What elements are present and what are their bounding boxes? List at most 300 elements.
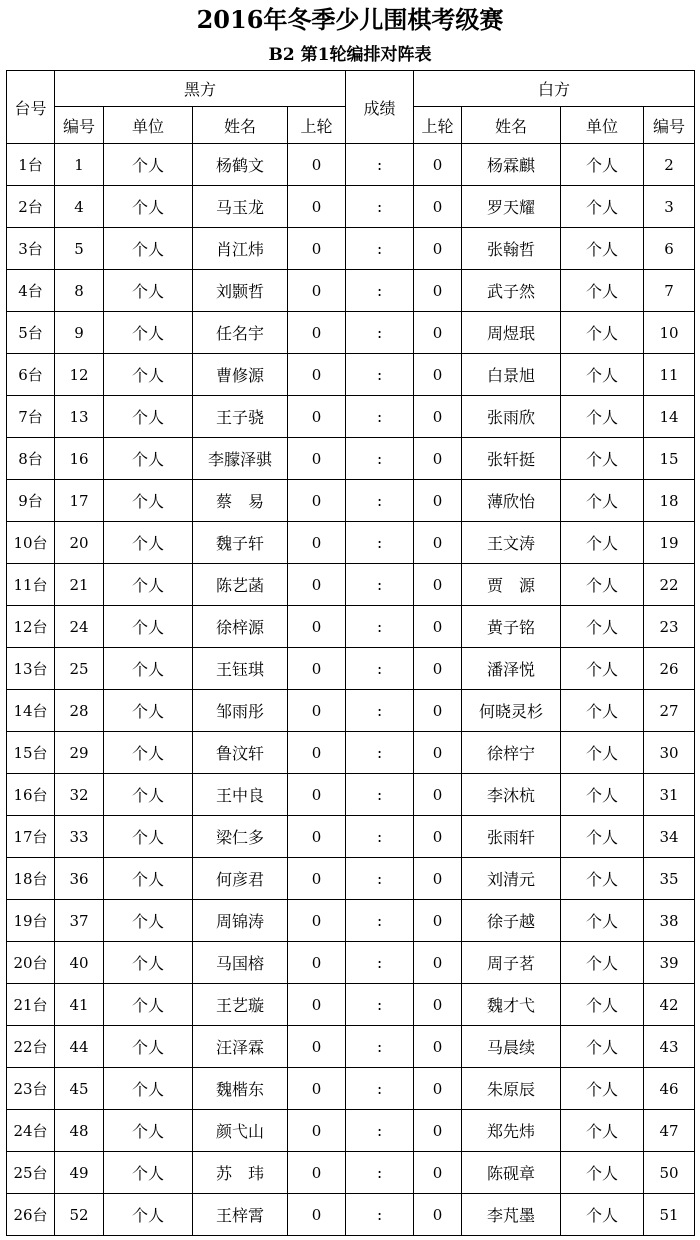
black-prev-cell: 0 xyxy=(288,690,346,732)
black-prev-cell: 0 xyxy=(288,648,346,690)
table-number-cell: 15台 xyxy=(7,732,55,774)
black-name-cell: 王钰琪 xyxy=(193,648,288,690)
table-number-cell: 5台 xyxy=(7,312,55,354)
black-name-cell: 王中良 xyxy=(193,774,288,816)
black-unit-cell: 个人 xyxy=(104,690,193,732)
black-unit-cell: 个人 xyxy=(104,1110,193,1152)
table-number-cell: 23台 xyxy=(7,1068,55,1110)
white-unit-cell: 个人 xyxy=(561,942,644,984)
table-row xyxy=(7,858,695,900)
white-name-cell: 罗天耀 xyxy=(462,186,561,228)
white-prev-cell: 0 xyxy=(414,942,462,984)
white-name-cell: 刘清元 xyxy=(462,858,561,900)
white-unit-cell: 个人 xyxy=(561,606,644,648)
score-cell: : xyxy=(346,606,414,648)
table-row xyxy=(7,186,695,228)
white-name-cell: 陈砚章 xyxy=(462,1152,561,1194)
black-prev-cell: 0 xyxy=(288,774,346,816)
table-number-cell: 7台 xyxy=(7,396,55,438)
black-prev-cell: 0 xyxy=(288,900,346,942)
score-cell: : xyxy=(346,816,414,858)
black-name-cell: 王子骁 xyxy=(193,396,288,438)
black-unit-cell: 个人 xyxy=(104,270,193,312)
white-number-cell: 30 xyxy=(644,732,695,774)
table-row xyxy=(7,522,695,564)
black-number-cell: 8 xyxy=(55,270,104,312)
score-cell: : xyxy=(346,1194,414,1236)
black-name-cell: 徐梓源 xyxy=(193,606,288,648)
table-number-cell: 9台 xyxy=(7,480,55,522)
black-number-cell: 45 xyxy=(55,1068,104,1110)
white-unit-cell: 个人 xyxy=(561,690,644,732)
white-prev-cell: 0 xyxy=(414,858,462,900)
black-unit-cell: 个人 xyxy=(104,564,193,606)
white-prev-cell: 0 xyxy=(414,1110,462,1152)
black-number-cell: 48 xyxy=(55,1110,104,1152)
white-prev-cell: 0 xyxy=(414,606,462,648)
white-name-cell: 魏才弋 xyxy=(462,984,561,1026)
black-prev-cell: 0 xyxy=(288,354,346,396)
white-number-cell: 15 xyxy=(644,438,695,480)
black-prev-cell: 0 xyxy=(288,1068,346,1110)
score-cell: : xyxy=(346,690,414,732)
pairing-table xyxy=(6,70,695,1236)
white-name-cell: 王文涛 xyxy=(462,522,561,564)
white-number-cell: 47 xyxy=(644,1110,695,1152)
white-name-cell: 张轩挺 xyxy=(462,438,561,480)
white-number-cell: 11 xyxy=(644,354,695,396)
black-number-cell: 41 xyxy=(55,984,104,1026)
black-prev-cell: 0 xyxy=(288,732,346,774)
table-number-cell: 24台 xyxy=(7,1110,55,1152)
white-name-cell: 马晨续 xyxy=(462,1026,561,1068)
white-number-cell: 51 xyxy=(644,1194,695,1236)
black-unit-cell: 个人 xyxy=(104,900,193,942)
white-prev-cell: 0 xyxy=(414,648,462,690)
white-number-cell: 23 xyxy=(644,606,695,648)
table-number-cell: 8台 xyxy=(7,438,55,480)
white-name-cell: 薄欣怡 xyxy=(462,480,561,522)
score-cell: : xyxy=(346,522,414,564)
black-unit-cell: 个人 xyxy=(104,144,193,186)
black-unit-cell: 个人 xyxy=(104,438,193,480)
white-number-cell: 19 xyxy=(644,522,695,564)
table-row xyxy=(7,312,695,354)
table-number-cell: 25台 xyxy=(7,1152,55,1194)
table-row xyxy=(7,1194,695,1236)
table-number-cell: 22台 xyxy=(7,1026,55,1068)
white-name-cell: 杨霖麒 xyxy=(462,144,561,186)
table-number-cell: 14台 xyxy=(7,690,55,732)
black-name-cell: 王艺璇 xyxy=(193,984,288,1026)
header-white-unit: 单位 xyxy=(561,107,644,144)
black-unit-cell: 个人 xyxy=(104,522,193,564)
black-name-cell: 魏楷东 xyxy=(193,1068,288,1110)
white-number-cell: 31 xyxy=(644,774,695,816)
black-name-cell: 鲁汶轩 xyxy=(193,732,288,774)
white-prev-cell: 0 xyxy=(414,228,462,270)
table-row xyxy=(7,480,695,522)
black-unit-cell: 个人 xyxy=(104,396,193,438)
white-prev-cell: 0 xyxy=(414,522,462,564)
white-number-cell: 34 xyxy=(644,816,695,858)
white-unit-cell: 个人 xyxy=(561,1068,644,1110)
score-cell: : xyxy=(346,1110,414,1152)
black-unit-cell: 个人 xyxy=(104,816,193,858)
black-name-cell: 颜弋山 xyxy=(193,1110,288,1152)
black-number-cell: 52 xyxy=(55,1194,104,1236)
white-name-cell: 黄子铭 xyxy=(462,606,561,648)
table-row xyxy=(7,900,695,942)
black-number-cell: 5 xyxy=(55,228,104,270)
white-unit-cell: 个人 xyxy=(561,984,644,1026)
table-number-cell: 26台 xyxy=(7,1194,55,1236)
black-prev-cell: 0 xyxy=(288,1026,346,1068)
black-number-cell: 28 xyxy=(55,690,104,732)
black-prev-cell: 0 xyxy=(288,564,346,606)
white-prev-cell: 0 xyxy=(414,396,462,438)
black-unit-cell: 个人 xyxy=(104,1152,193,1194)
table-number-cell: 1台 xyxy=(7,144,55,186)
black-unit-cell: 个人 xyxy=(104,1026,193,1068)
black-unit-cell: 个人 xyxy=(104,858,193,900)
white-unit-cell: 个人 xyxy=(561,816,644,858)
header-white-name: 姓名 xyxy=(462,107,561,144)
table-row xyxy=(7,984,695,1026)
white-prev-cell: 0 xyxy=(414,1026,462,1068)
table-row xyxy=(7,1152,695,1194)
white-unit-cell: 个人 xyxy=(561,186,644,228)
white-prev-cell: 0 xyxy=(414,144,462,186)
black-number-cell: 32 xyxy=(55,774,104,816)
white-number-cell: 14 xyxy=(644,396,695,438)
white-name-cell: 白景旭 xyxy=(462,354,561,396)
white-number-cell: 22 xyxy=(644,564,695,606)
table-row xyxy=(7,774,695,816)
header-black: 黑方 xyxy=(55,71,346,107)
white-number-cell: 43 xyxy=(644,1026,695,1068)
pairing-rows xyxy=(7,144,695,1236)
white-name-cell: 张雨欣 xyxy=(462,396,561,438)
table-number-cell: 20台 xyxy=(7,942,55,984)
white-number-cell: 7 xyxy=(644,270,695,312)
white-number-cell: 26 xyxy=(644,648,695,690)
white-prev-cell: 0 xyxy=(414,690,462,732)
white-name-cell: 张翰哲 xyxy=(462,228,561,270)
black-prev-cell: 0 xyxy=(288,228,346,270)
white-name-cell: 徐子越 xyxy=(462,900,561,942)
table-row xyxy=(7,648,695,690)
white-prev-cell: 0 xyxy=(414,1068,462,1110)
table-number-cell: 6台 xyxy=(7,354,55,396)
header-white: 白方 xyxy=(414,71,695,107)
black-number-cell: 25 xyxy=(55,648,104,690)
header-black-prev: 上轮 xyxy=(288,107,346,144)
table-number-cell: 11台 xyxy=(7,564,55,606)
table-row xyxy=(7,396,695,438)
black-unit-cell: 个人 xyxy=(104,186,193,228)
white-name-cell: 郑先炜 xyxy=(462,1110,561,1152)
score-cell: : xyxy=(346,228,414,270)
white-unit-cell: 个人 xyxy=(561,396,644,438)
white-name-cell: 李沐杭 xyxy=(462,774,561,816)
black-prev-cell: 0 xyxy=(288,396,346,438)
black-name-cell: 何彦君 xyxy=(193,858,288,900)
page-title: 2016年冬季少儿围棋考级赛 xyxy=(196,5,504,34)
black-number-cell: 24 xyxy=(55,606,104,648)
black-number-cell: 16 xyxy=(55,438,104,480)
black-name-cell: 梁仁多 xyxy=(193,816,288,858)
white-name-cell: 武子然 xyxy=(462,270,561,312)
table-number-cell: 2台 xyxy=(7,186,55,228)
table-number-cell: 13台 xyxy=(7,648,55,690)
score-cell: : xyxy=(346,1026,414,1068)
table-number-cell: 21台 xyxy=(7,984,55,1026)
white-unit-cell: 个人 xyxy=(561,564,644,606)
white-name-cell: 李芃墨 xyxy=(462,1194,561,1236)
score-cell: : xyxy=(346,1152,414,1194)
white-unit-cell: 个人 xyxy=(561,270,644,312)
score-cell: : xyxy=(346,480,414,522)
white-unit-cell: 个人 xyxy=(561,774,644,816)
white-prev-cell: 0 xyxy=(414,900,462,942)
black-unit-cell: 个人 xyxy=(104,228,193,270)
white-prev-cell: 0 xyxy=(414,186,462,228)
black-name-cell: 陈艺菡 xyxy=(193,564,288,606)
page-subtitle: B2 第1轮编排对阵表 xyxy=(268,45,432,65)
table-row xyxy=(7,564,695,606)
black-prev-cell: 0 xyxy=(288,1110,346,1152)
white-number-cell: 6 xyxy=(644,228,695,270)
score-cell: : xyxy=(346,942,414,984)
black-number-cell: 1 xyxy=(55,144,104,186)
table-row xyxy=(7,732,695,774)
white-unit-cell: 个人 xyxy=(561,858,644,900)
black-number-cell: 40 xyxy=(55,942,104,984)
white-unit-cell: 个人 xyxy=(561,732,644,774)
white-number-cell: 42 xyxy=(644,984,695,1026)
white-unit-cell: 个人 xyxy=(561,312,644,354)
black-name-cell: 邹雨彤 xyxy=(193,690,288,732)
white-number-cell: 46 xyxy=(644,1068,695,1110)
table-row xyxy=(7,690,695,732)
white-number-cell: 18 xyxy=(644,480,695,522)
black-name-cell: 蔡 易 xyxy=(193,480,288,522)
black-unit-cell: 个人 xyxy=(104,1068,193,1110)
header-white-number: 编号 xyxy=(644,107,695,144)
white-prev-cell: 0 xyxy=(414,732,462,774)
black-name-cell: 周锦涛 xyxy=(193,900,288,942)
white-prev-cell: 0 xyxy=(414,312,462,354)
white-prev-cell: 0 xyxy=(414,1194,462,1236)
black-unit-cell: 个人 xyxy=(104,1194,193,1236)
white-unit-cell: 个人 xyxy=(561,648,644,690)
black-name-cell: 苏 玮 xyxy=(193,1152,288,1194)
black-prev-cell: 0 xyxy=(288,186,346,228)
white-number-cell: 10 xyxy=(644,312,695,354)
black-prev-cell: 0 xyxy=(288,438,346,480)
table-number-cell: 10台 xyxy=(7,522,55,564)
black-number-cell: 9 xyxy=(55,312,104,354)
white-name-cell: 张雨轩 xyxy=(462,816,561,858)
black-name-cell: 魏子轩 xyxy=(193,522,288,564)
black-number-cell: 4 xyxy=(55,186,104,228)
white-unit-cell: 个人 xyxy=(561,228,644,270)
table-number-cell: 17台 xyxy=(7,816,55,858)
header-table-no: 台号 xyxy=(7,71,55,144)
white-unit-cell: 个人 xyxy=(561,480,644,522)
score-cell: : xyxy=(346,144,414,186)
white-number-cell: 3 xyxy=(644,186,695,228)
white-prev-cell: 0 xyxy=(414,1152,462,1194)
black-number-cell: 21 xyxy=(55,564,104,606)
black-prev-cell: 0 xyxy=(288,606,346,648)
white-prev-cell: 0 xyxy=(414,564,462,606)
black-number-cell: 44 xyxy=(55,1026,104,1068)
black-unit-cell: 个人 xyxy=(104,354,193,396)
white-name-cell: 周子茗 xyxy=(462,942,561,984)
black-prev-cell: 0 xyxy=(288,312,346,354)
table-number-cell: 18台 xyxy=(7,858,55,900)
black-prev-cell: 0 xyxy=(288,816,346,858)
black-number-cell: 20 xyxy=(55,522,104,564)
table-row xyxy=(7,816,695,858)
black-prev-cell: 0 xyxy=(288,270,346,312)
table-row xyxy=(7,354,695,396)
table-row xyxy=(7,228,695,270)
white-prev-cell: 0 xyxy=(414,984,462,1026)
score-cell: : xyxy=(346,354,414,396)
score-cell: : xyxy=(346,858,414,900)
table-number-cell: 19台 xyxy=(7,900,55,942)
white-name-cell: 贾 源 xyxy=(462,564,561,606)
white-prev-cell: 0 xyxy=(414,816,462,858)
black-prev-cell: 0 xyxy=(288,480,346,522)
header-black-number: 编号 xyxy=(55,107,104,144)
black-prev-cell: 0 xyxy=(288,144,346,186)
black-number-cell: 29 xyxy=(55,732,104,774)
white-unit-cell: 个人 xyxy=(561,900,644,942)
black-prev-cell: 0 xyxy=(288,984,346,1026)
white-name-cell: 徐梓宁 xyxy=(462,732,561,774)
white-name-cell: 周煜珉 xyxy=(462,312,561,354)
black-name-cell: 肖江炜 xyxy=(193,228,288,270)
header-black-name: 姓名 xyxy=(193,107,288,144)
score-cell: : xyxy=(346,438,414,480)
black-name-cell: 刘颢哲 xyxy=(193,270,288,312)
header-white-prev: 上轮 xyxy=(414,107,462,144)
black-name-cell: 杨鹤文 xyxy=(193,144,288,186)
header-result: 成绩 xyxy=(346,71,414,144)
white-prev-cell: 0 xyxy=(414,480,462,522)
black-number-cell: 33 xyxy=(55,816,104,858)
score-cell: : xyxy=(346,186,414,228)
score-cell: : xyxy=(346,984,414,1026)
white-name-cell: 何晓灵杉 xyxy=(462,690,561,732)
black-prev-cell: 0 xyxy=(288,1194,346,1236)
table-row xyxy=(7,1026,695,1068)
black-unit-cell: 个人 xyxy=(104,606,193,648)
score-cell: : xyxy=(346,312,414,354)
score-cell: : xyxy=(346,564,414,606)
black-prev-cell: 0 xyxy=(288,522,346,564)
score-cell: : xyxy=(346,648,414,690)
white-unit-cell: 个人 xyxy=(561,144,644,186)
black-number-cell: 13 xyxy=(55,396,104,438)
table-row xyxy=(7,942,695,984)
score-cell: : xyxy=(346,900,414,942)
white-number-cell: 50 xyxy=(644,1152,695,1194)
black-name-cell: 汪泽霖 xyxy=(193,1026,288,1068)
black-number-cell: 36 xyxy=(55,858,104,900)
table-row xyxy=(7,438,695,480)
white-number-cell: 38 xyxy=(644,900,695,942)
black-number-cell: 17 xyxy=(55,480,104,522)
table-row xyxy=(7,270,695,312)
score-cell: : xyxy=(346,774,414,816)
black-name-cell: 李朦泽骐 xyxy=(193,438,288,480)
black-unit-cell: 个人 xyxy=(104,312,193,354)
black-unit-cell: 个人 xyxy=(104,774,193,816)
table-row xyxy=(7,606,695,648)
white-unit-cell: 个人 xyxy=(561,1194,644,1236)
white-unit-cell: 个人 xyxy=(561,438,644,480)
black-name-cell: 曹修源 xyxy=(193,354,288,396)
black-name-cell: 任名宇 xyxy=(193,312,288,354)
score-cell: : xyxy=(346,270,414,312)
black-unit-cell: 个人 xyxy=(104,984,193,1026)
white-number-cell: 27 xyxy=(644,690,695,732)
white-unit-cell: 个人 xyxy=(561,522,644,564)
black-number-cell: 37 xyxy=(55,900,104,942)
white-unit-cell: 个人 xyxy=(561,1110,644,1152)
white-unit-cell: 个人 xyxy=(561,1026,644,1068)
white-number-cell: 2 xyxy=(644,144,695,186)
black-prev-cell: 0 xyxy=(288,858,346,900)
black-number-cell: 12 xyxy=(55,354,104,396)
white-name-cell: 朱原辰 xyxy=(462,1068,561,1110)
header-black-unit: 单位 xyxy=(104,107,193,144)
black-name-cell: 马国榕 xyxy=(193,942,288,984)
score-cell: : xyxy=(346,396,414,438)
white-number-cell: 35 xyxy=(644,858,695,900)
table-number-cell: 4台 xyxy=(7,270,55,312)
white-prev-cell: 0 xyxy=(414,270,462,312)
black-unit-cell: 个人 xyxy=(104,942,193,984)
black-number-cell: 49 xyxy=(55,1152,104,1194)
black-name-cell: 马玉龙 xyxy=(193,186,288,228)
black-prev-cell: 0 xyxy=(288,1152,346,1194)
score-cell: : xyxy=(346,732,414,774)
table-number-cell: 3台 xyxy=(7,228,55,270)
black-unit-cell: 个人 xyxy=(104,648,193,690)
white-name-cell: 潘泽悦 xyxy=(462,648,561,690)
table-number-cell: 16台 xyxy=(7,774,55,816)
black-unit-cell: 个人 xyxy=(104,732,193,774)
table-row xyxy=(7,1110,695,1152)
table-row xyxy=(7,144,695,186)
white-number-cell: 39 xyxy=(644,942,695,984)
white-prev-cell: 0 xyxy=(414,774,462,816)
white-prev-cell: 0 xyxy=(414,354,462,396)
table-number-cell: 12台 xyxy=(7,606,55,648)
white-unit-cell: 个人 xyxy=(561,1152,644,1194)
table-row xyxy=(7,1068,695,1110)
white-unit-cell: 个人 xyxy=(561,354,644,396)
black-name-cell: 王梓霄 xyxy=(193,1194,288,1236)
black-unit-cell: 个人 xyxy=(104,480,193,522)
black-prev-cell: 0 xyxy=(288,942,346,984)
